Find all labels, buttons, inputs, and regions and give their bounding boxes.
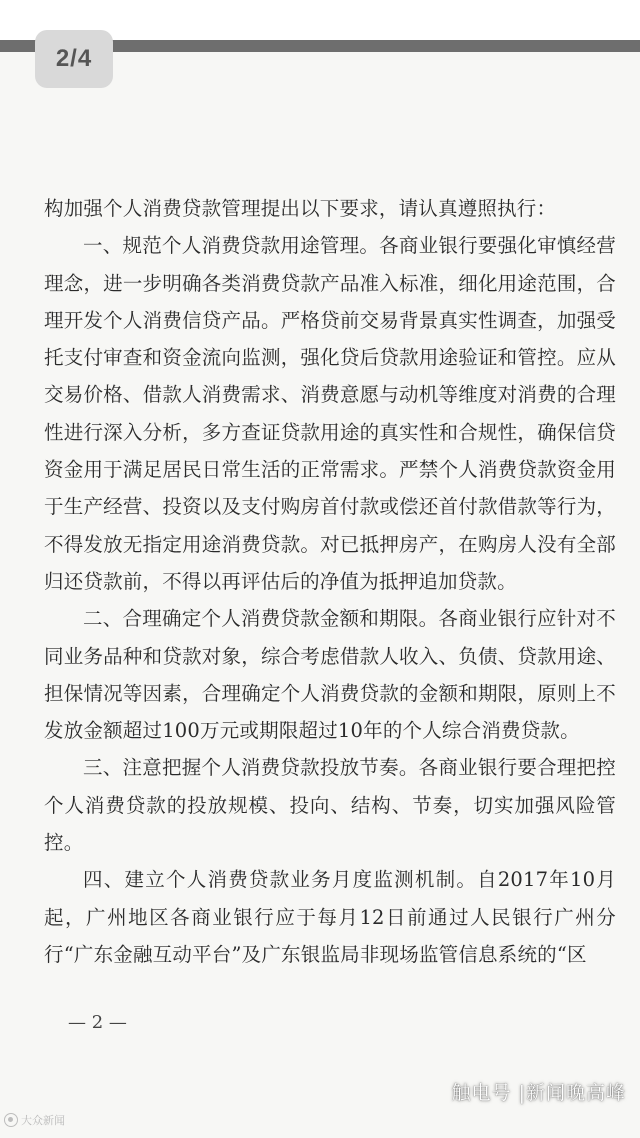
- paragraph-section-1: 一、规范个人消费贷款用途管理。各商业银行要强化审慎经营理念，进一步明确各类消费贷款产品准入标准，细化用途范围，合理开发个人消费信贷产品。严格贷前交易背景真实性调查，加强受托支付审查和资金流向监测，强化贷后贷款用途验证和管控。应从交易价格、借款人消费需求、消费意愿与动机等维度对消费的合理性进行深入分析，多方查证贷款用途的真实性和合规性，确保信贷资金用于满足居民日常生活的正常需求。严禁个人消费贷款资金用于生产经营、投资以及支付购房首付款或偿还首付款借款等行为，不得发放无指定用途消费贷款。对已抵押房产，在购房人没有全部归还贷款前，不得以再评估后的净值为抵押追加贷款。: [44, 234, 616, 593]
- paragraph-section-3: 三、注意把握个人消费贷款投放节奏。各商业银行要合理把控个人消费贷款的投放规模、投向、结构、节奏，切实加强风险管控。: [44, 756, 616, 855]
- watermark-text: 大众新闻: [21, 1114, 65, 1127]
- paragraph-section-2: 二、合理确定个人消费贷款金额和期限。各商业银行应针对不同业务品种和贷款对象，综合考虑借款人收入、负债、贷款用途、担保情况等因素，合理确定个人消费贷款的金额和期限，原则上不发放金额超过100万元或期限超过10年的个人综合消费贷款。: [44, 607, 616, 743]
- footer-page-number: — 2 —: [68, 1012, 127, 1033]
- paragraph-intro: 构加强个人消费贷款管理提出以下要求，请认真遵照执行：: [44, 197, 557, 220]
- source-credit: 触电号 |新闻晚高峰: [451, 1082, 626, 1104]
- watermark-logo-icon: [4, 1113, 18, 1127]
- page-indicator-badge: 2/4: [35, 30, 113, 88]
- paragraph-section-4: 四、建立个人消费贷款业务月度监测机制。自2017年10月起，广州地区各商业银行应于每月12日前通过人民银行广州分行“广东金融互动平台”及广东银监局非现场监管信息系统的“区: [44, 868, 616, 966]
- watermark: [4, 1112, 65, 1128]
- document-body: [44, 190, 616, 973]
